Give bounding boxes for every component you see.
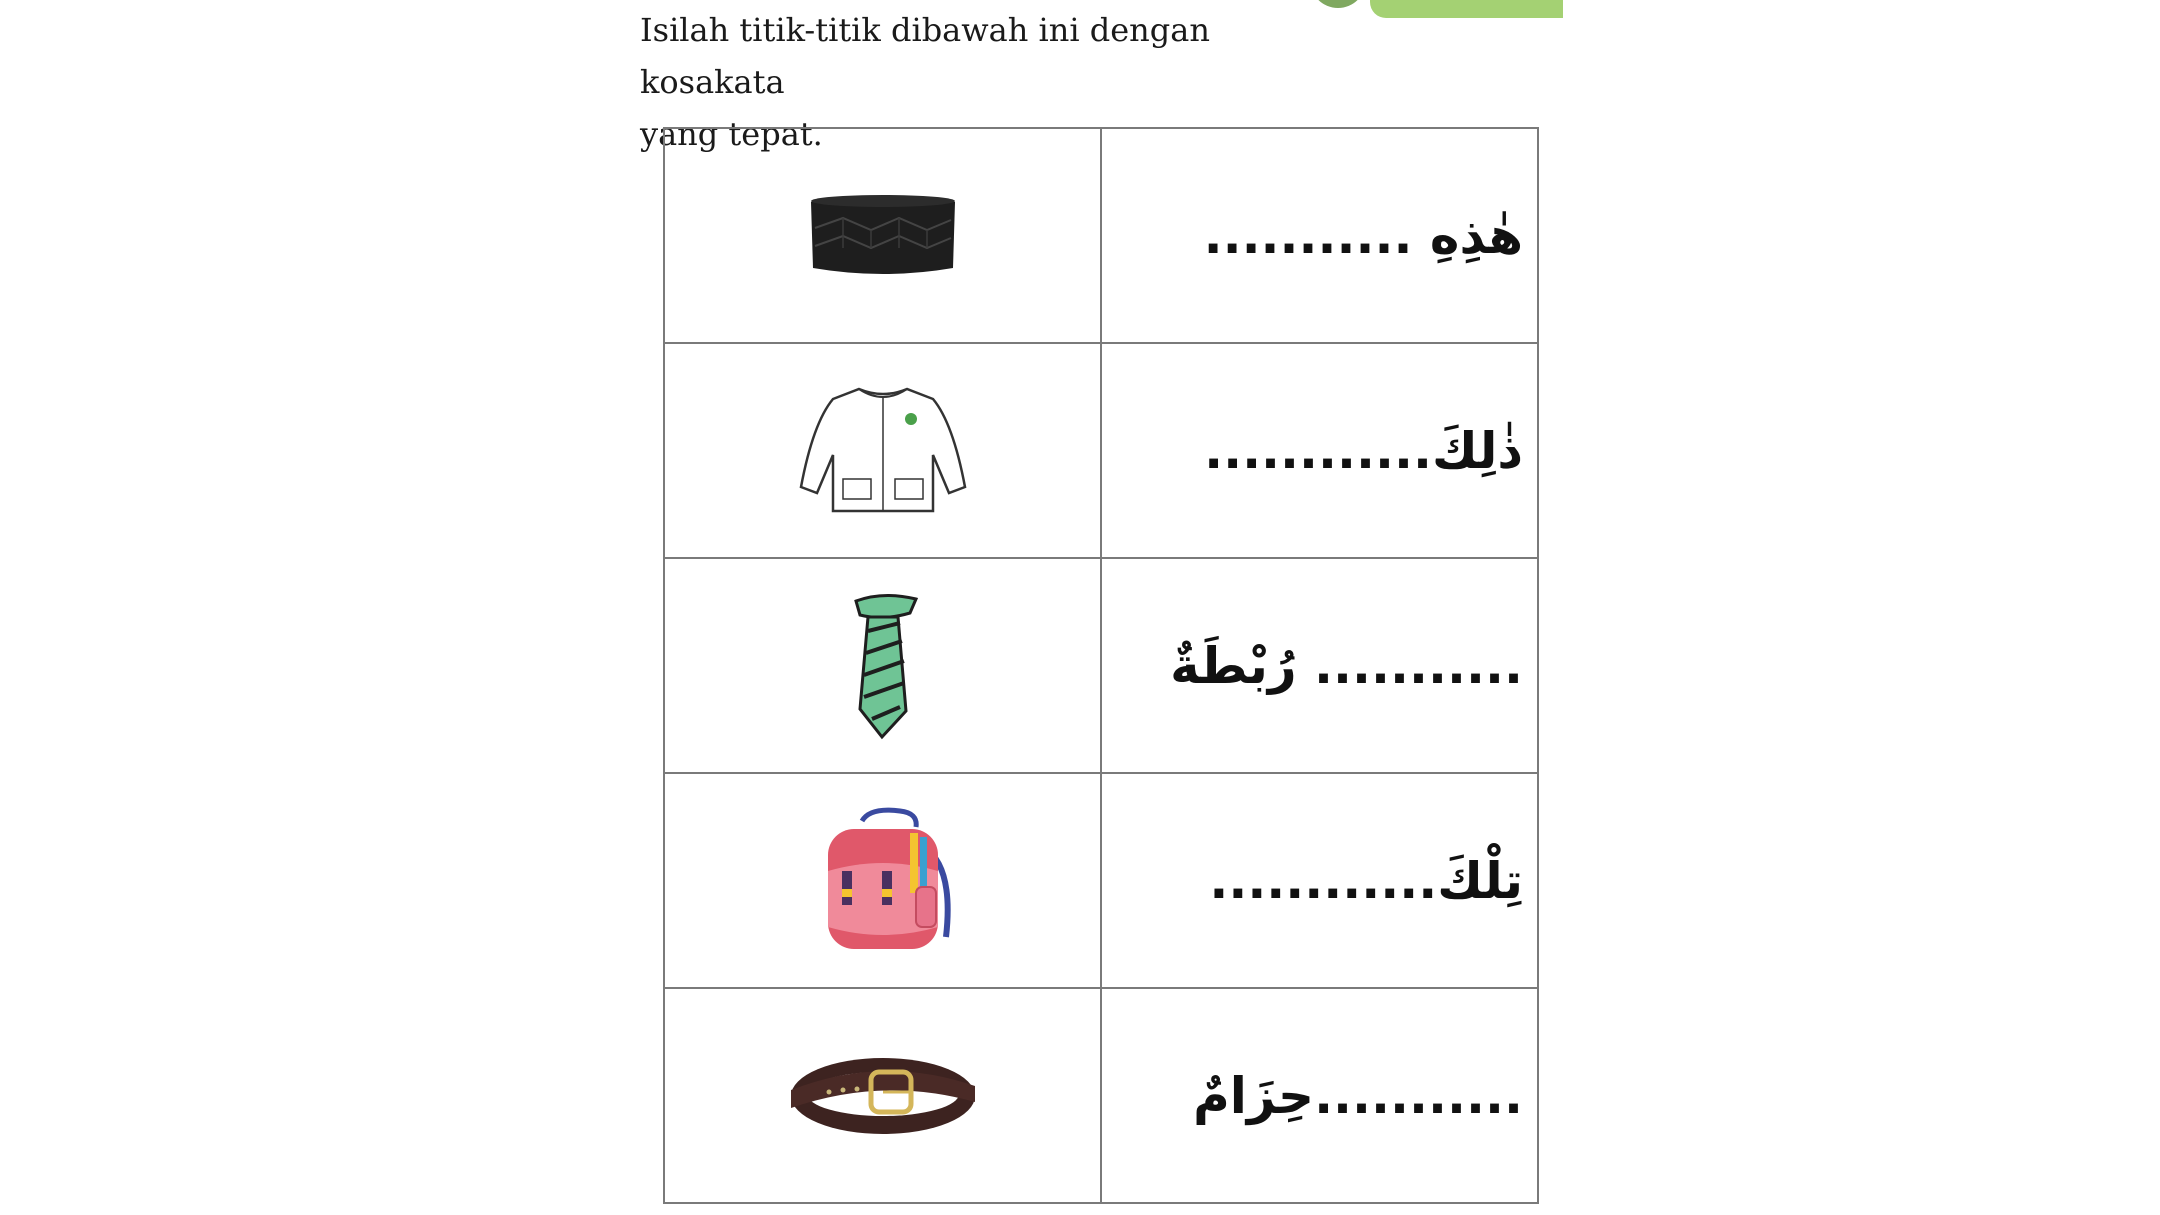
arabic-cell	[1101, 128, 1538, 343]
arabic-sentence: هٰذِهِ ...........	[1203, 206, 1523, 265]
arabic-sentence: تِلْكَ............	[1209, 851, 1523, 910]
table-row	[664, 343, 1538, 558]
green-striped-tie-icon	[838, 591, 928, 741]
arabic-cell	[1101, 343, 1538, 558]
image-cell	[664, 558, 1101, 773]
image-cell	[664, 773, 1101, 988]
arabic-cell	[1101, 558, 1538, 773]
red-school-backpack-icon	[808, 807, 958, 955]
image-cell	[664, 343, 1101, 558]
arabic-cell	[1101, 988, 1538, 1203]
table-row	[664, 558, 1538, 773]
decorative-green-tab	[1370, 0, 1563, 18]
image-cell	[664, 988, 1101, 1203]
instruction-line-2: yang tepat.	[640, 115, 823, 153]
table-row	[664, 773, 1538, 988]
arabic-sentence: ذٰلِكَ............	[1204, 421, 1523, 480]
table-row	[664, 128, 1538, 343]
decorative-green-circle	[1310, 0, 1366, 8]
vocabulary-table	[663, 127, 1539, 1204]
white-shirt-icon	[793, 383, 973, 519]
image-cell	[664, 128, 1101, 343]
arabic-sentence: ........... رُبْطَةٌ	[1170, 636, 1523, 695]
instruction-line-1: Isilah titik-titik dibawah ini dengan kosakata	[640, 11, 1210, 101]
brown-leather-belt-icon	[785, 1046, 981, 1146]
black-peci-cap-icon	[803, 188, 963, 284]
table-row	[664, 988, 1538, 1203]
arabic-cell	[1101, 773, 1538, 988]
arabic-sentence: ...........حِزَامٌ	[1193, 1066, 1523, 1125]
